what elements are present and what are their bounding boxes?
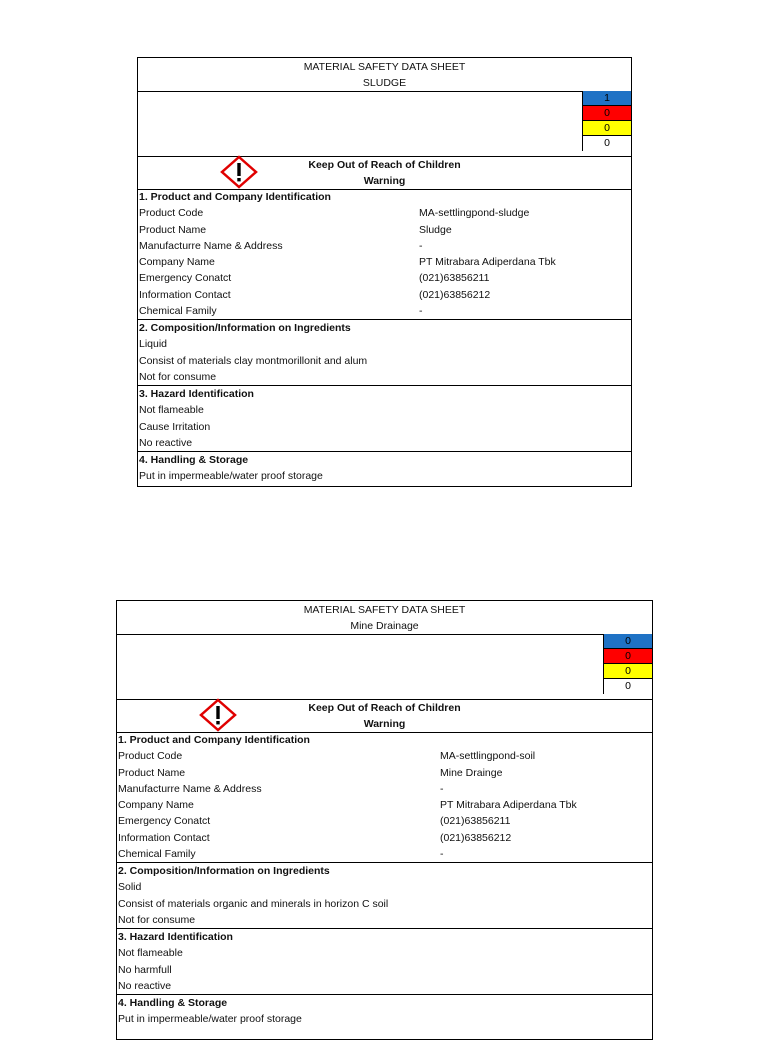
id-row [138, 287, 631, 303]
list-item: Put in impermeable/water proof storage [139, 470, 323, 483]
sheet-title: MATERIAL SAFETY DATA SHEET [303, 604, 466, 616]
rating-special: 0 [582, 136, 631, 151]
id-label: Emergency Conatct [139, 272, 232, 285]
list-item: Not flameable [118, 947, 183, 960]
list-item: Not for consume [139, 370, 217, 383]
id-value: (021)63856211 [419, 272, 490, 285]
id-value: PT Mitrabara Adiperdana Tbk [419, 256, 556, 269]
rating-reactivity: 0 [603, 664, 652, 679]
id-label: Company Name [139, 256, 215, 269]
id-value: MA-settlingpond-sludge [419, 207, 530, 220]
msds-sheet-sludge [137, 57, 632, 487]
section-title: 4. Handling & Storage [118, 997, 228, 1009]
id-label: Chemical Family [139, 305, 217, 318]
id-row [117, 765, 652, 781]
list-item: Not for consume [118, 913, 196, 926]
id-value: (021)63856212 [440, 831, 512, 844]
id-value: - [419, 305, 423, 318]
list-item: No reactive [139, 436, 193, 449]
section-title: 3. Hazard Identification [118, 931, 233, 943]
id-value: MA-settlingpond-soil [440, 750, 536, 763]
id-label: Product Name [139, 223, 207, 236]
nfpa-rating [603, 634, 652, 694]
warning-line-2: Warning [363, 718, 406, 730]
rating-fire: 0 [603, 649, 652, 664]
id-row [138, 238, 631, 254]
list-item: Consist of materials clay montmorillonit and alum [139, 354, 368, 367]
id-label: Manufacturre Name & Address [139, 239, 283, 252]
id-label: Product Code [118, 750, 183, 763]
list-item: Liquid [139, 338, 168, 351]
id-label: Information Contact [139, 288, 231, 301]
section-title: 3. Hazard Identification [139, 388, 254, 400]
warning-line-1: Keep Out of Reach of Children [308, 702, 461, 714]
list-item: No harmfull [118, 963, 172, 976]
list-item: Put in impermeable/water proof storage [118, 1013, 302, 1026]
section-title: 1. Product and Company Identification [139, 191, 331, 203]
section-handling [138, 452, 631, 485]
list-item: No reactive [118, 979, 172, 992]
id-row [117, 797, 652, 813]
rating-reactivity: 0 [582, 121, 631, 136]
id-label: Product Name [118, 766, 186, 779]
rating-fire: 0 [582, 106, 631, 121]
list-item: Cause Irritation [139, 420, 211, 433]
list-item: Not flameable [139, 404, 204, 417]
id-row [138, 222, 631, 238]
id-row [117, 781, 652, 797]
id-row [138, 270, 631, 286]
id-row [117, 748, 652, 764]
id-row [138, 205, 631, 221]
section-handling [117, 995, 652, 1028]
section-composition [138, 320, 631, 386]
section-title: 1. Product and Company Identification [118, 734, 310, 746]
sheet-title: MATERIAL SAFETY DATA SHEET [303, 61, 466, 73]
id-row [138, 254, 631, 270]
id-label: Chemical Family [118, 848, 196, 861]
section-composition [117, 863, 652, 929]
id-value: - [440, 848, 444, 861]
section-hazard [117, 929, 652, 995]
warning-banner [138, 156, 631, 190]
id-value: Mine Drainge [440, 766, 503, 779]
rating-special: 0 [603, 679, 652, 694]
id-label: Company Name [118, 799, 194, 812]
section-title: 2. Composition/Information on Ingredients [118, 865, 330, 877]
id-row [117, 830, 652, 846]
id-row [117, 846, 652, 862]
id-value: (021)63856212 [419, 288, 491, 301]
section-identification [117, 732, 652, 863]
sheet-header [138, 58, 631, 92]
id-row [138, 303, 631, 319]
sheet-subtitle: SLUDGE [362, 77, 407, 89]
id-label: Emergency Conatct [118, 815, 211, 828]
id-value: (021)63856211 [440, 815, 511, 828]
rating-health: 0 [603, 634, 652, 649]
list-item: Consist of materials organic and minerals in horizon C soil [118, 897, 389, 910]
id-label: Information Contact [118, 831, 210, 844]
warning-line-1: Keep Out of Reach of Children [308, 159, 461, 171]
sheet-header [117, 601, 652, 635]
id-value: - [440, 782, 444, 795]
id-value: Sludge [419, 223, 452, 236]
id-value: PT Mitrabara Adiperdana Tbk [440, 799, 577, 812]
id-row [117, 813, 652, 829]
msds-sheet-mine-drainage [116, 600, 653, 1040]
warning-line-2: Warning [363, 175, 406, 187]
nfpa-rating [582, 91, 631, 151]
id-label: Manufacturre Name & Address [118, 782, 262, 795]
sheet-subtitle: Mine Drainage [350, 620, 419, 632]
section-title: 2. Composition/Information on Ingredients [139, 322, 351, 334]
list-item: Solid [118, 881, 142, 894]
rating-health: 1 [582, 91, 631, 106]
warning-banner [117, 699, 652, 733]
id-value: - [419, 239, 423, 252]
section-hazard [138, 386, 631, 452]
id-label: Product Code [139, 207, 204, 220]
section-title: 4. Handling & Storage [139, 454, 249, 466]
section-identification [138, 189, 631, 320]
